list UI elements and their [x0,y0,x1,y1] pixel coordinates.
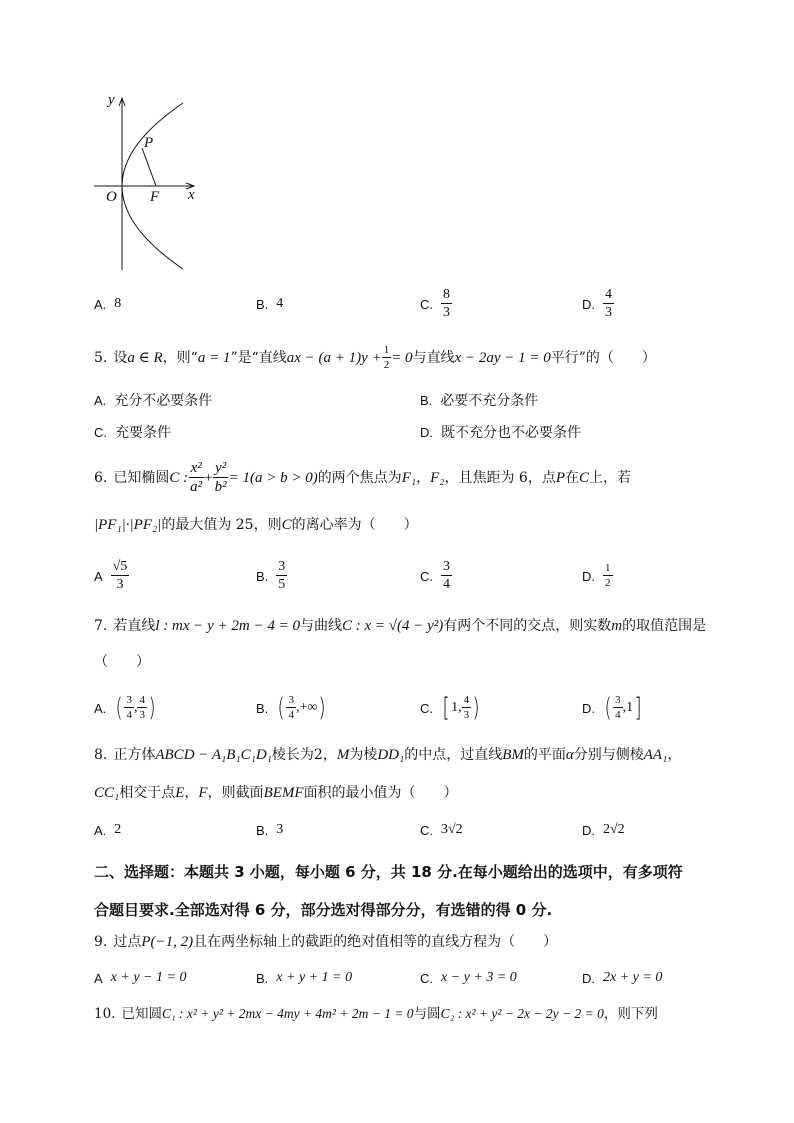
question-number: 8. [94,747,108,763]
option-label: D. [420,424,433,440]
text: 已知椭圆 [113,470,170,486]
option-fraction [603,563,613,589]
option-value: 2x + y = 0 [603,970,663,985]
text: ，则下列 [603,1006,658,1022]
option-label: D. [582,568,595,584]
question-number: 7. [94,618,108,634]
numerator: 4 [463,694,470,706]
text: 分别与侧棱 [573,747,644,763]
question-9 [94,932,714,952]
text: 的离心率为（ ） [291,517,418,533]
q9-options [94,958,724,998]
math: C₁ : x² + y² + 2mx − 4my + 4m² + 2m − 1 = 0 [161,1006,414,1021]
numerator: 4 [139,694,145,706]
option-label: A. [94,822,107,838]
text: 已知圆 [121,1006,162,1022]
option-value: 2√2 [603,822,625,837]
option-label: A. [94,392,107,408]
question-10 [94,1004,714,1024]
option-label: C. [420,822,433,838]
q9-option-a[interactable] [94,958,186,998]
text: ，且焦距为 6，点 [444,470,556,486]
interval-tail: ,+∞ [295,700,318,715]
math: |PF₁|·|PF₂| [94,517,162,533]
numerator: x² [190,460,202,476]
origin-label: O [106,189,117,205]
section-2-instructions [94,857,714,925]
math: ax − (a + 1)y + [286,350,382,366]
q7-option-c[interactable] [420,688,481,728]
math: AA₁ [643,747,668,763]
option-fraction [462,695,472,721]
comma: , [133,700,138,715]
option-label: D. [582,822,595,838]
option-value: 2 [114,822,122,837]
parabola-figure [88,88,212,274]
section-line: 合题目要求.全部选对得 6 分，部分选对得部分分，有选错的得 0 分. [94,901,553,919]
math: E [175,785,185,801]
q9-option-c[interactable] [420,958,517,998]
math: x − 2ay − 1 = 0 [454,350,551,366]
question-number: 5. [94,350,108,366]
option-text: 充分不必要条件 [114,393,213,409]
option-text: 充要条件 [115,425,171,441]
math: P [555,470,565,486]
text: ，则“ [162,350,198,366]
math: DD₁ [377,747,405,763]
q6-option-b[interactable] [256,556,287,596]
text: 若直线 [113,618,156,634]
denominator: 3 [139,709,145,721]
math: F₂ [430,470,445,486]
q4-option-a[interactable] [94,284,121,324]
math: CC₁ [94,785,120,801]
paren-close: ) [318,693,326,723]
text: 在 [565,470,579,486]
option-label: A. [94,296,107,312]
q4-option-b[interactable] [256,284,283,324]
text: 过点 [113,934,142,950]
denominator: 4 [126,709,132,721]
bracket-close: ] [634,693,642,723]
math: + [204,470,213,486]
option-fraction [603,288,614,320]
question-8 [94,745,714,765]
question-number: 9. [94,934,108,950]
q8-options [94,810,724,850]
question-number: 10. [94,1006,116,1022]
question-6-line2 [94,515,714,535]
text: 的中点，过直线 [404,747,503,763]
option-label: B. [256,822,269,838]
option-fraction [441,288,452,320]
denominator: 4 [288,709,294,721]
math: P(−1, 2) [141,934,194,950]
option-label: D. [582,296,595,312]
question-5 [94,345,714,371]
q6-option-c[interactable] [420,556,452,596]
paren-open: ( [277,693,285,723]
q5-option-a[interactable] [94,382,212,418]
q8-option-d[interactable] [582,810,625,850]
text: 的平面 [523,747,566,763]
option-fraction [276,560,287,592]
option-value: x + y + 1 = 0 [276,970,353,985]
option-fraction [124,695,134,721]
text: 上，若 [589,470,632,486]
q7-options [94,688,724,728]
fraction-half [382,345,392,371]
numerator: 8 [443,287,450,302]
text: ，则截面 [207,785,264,801]
q4-option-d[interactable] [582,284,614,324]
text: 为棱 [349,747,378,763]
interval-tail: ,1 [622,700,634,715]
text: 相交于点 [119,785,176,801]
math: M [336,747,350,763]
option-label: C. [420,568,433,584]
point-label: P [144,135,154,151]
q5-option-b[interactable] [420,382,538,418]
math: = 1(a > b > 0) [228,470,318,486]
denominator: 3 [443,305,450,320]
numerator: √5 [112,559,128,574]
option-label: B. [256,296,269,312]
denominator: 4 [443,577,450,592]
denominator: b² [214,479,227,495]
q5-option-c[interactable] [94,414,171,450]
math: F₁ [401,470,417,486]
text: ， [667,747,682,763]
question-8-line2 [94,783,714,803]
math: a = 1 [197,350,231,366]
q6-options [94,556,724,596]
numerator: 1 [383,344,390,356]
focus-label: F [150,189,160,205]
interval-head: 1, [451,700,462,715]
option-value: x − y + 3 = 0 [441,970,517,985]
option-label: B. [256,700,269,716]
option-value: 4 [276,296,284,311]
section-line: 二、选择题：本题共 3 小题，每小题 6 分，共 18 分.在每小题给出的选项中，有多项符 [94,863,683,881]
option-label: A. [94,700,107,716]
option-value: x + y − 1 = 0 [110,970,187,985]
option-label: D. [582,970,595,986]
option-label: D. [582,700,595,716]
q5-option-d[interactable] [420,414,581,450]
option-label: B. [420,392,433,408]
math: a ∈ R [127,350,163,366]
math: m [611,618,623,634]
option-fraction [286,695,296,721]
bracket-open: [ [442,693,450,723]
fraction-y [213,461,229,495]
denominator: a² [190,479,203,495]
option-fraction [441,560,452,592]
text: ， [416,470,431,486]
option-label: C. [420,970,433,986]
q7-option-b[interactable] [256,688,328,728]
option-label: B. [256,568,269,584]
option-fraction [137,695,147,721]
math: α [565,747,574,763]
answer-blank: （ ） [94,654,150,670]
y-axis-label: y [108,92,115,108]
text: 棱长为2， [271,747,337,763]
text: 且在两坐标轴上的截距的绝对值相等的直线方程为（ ） [193,934,558,950]
denominator: 2 [383,359,390,371]
option-text: 必要不充分条件 [440,393,539,409]
q7-option-d[interactable] [582,688,643,728]
question-number: 6. [94,470,108,486]
numerator: 3 [278,559,286,574]
numerator: y² [215,460,227,476]
math: C [281,517,292,533]
math: ABCD − A₁B₁C₁D₁ [155,747,272,763]
denominator: 2 [605,577,611,589]
q4-option-c[interactable] [420,284,452,324]
denominator: 3 [463,709,470,721]
q4-options [94,284,724,324]
option-fraction [613,695,623,721]
x-axis-label: x [188,187,195,203]
text: 的最大值为 25，则 [161,517,282,533]
option-label: A [94,970,103,986]
option-fraction [111,560,130,592]
q8-option-c[interactable] [420,810,463,850]
option-label: C. [420,296,433,312]
math: BM [502,747,524,763]
denominator: 3 [116,577,124,592]
parabola-diagram [88,88,212,274]
math: BEMF [263,785,304,801]
math: = 0 [391,350,413,366]
text: 正方体 [113,747,156,763]
q8-option-b[interactable] [256,810,283,850]
option-label: B. [256,970,269,986]
numerator: 1 [605,562,611,574]
fraction-x [188,461,204,495]
numerator: 4 [605,287,612,302]
denominator: 4 [615,709,621,721]
numerator: 3 [443,559,450,574]
q7-option-a[interactable] [94,688,157,728]
denominator: 3 [605,305,612,320]
question-6 [94,458,714,498]
numerator: 3 [126,694,132,706]
option-value: 8 [114,296,122,311]
paren-open: ( [115,693,123,723]
math: C : [169,470,189,486]
q9-option-b[interactable] [256,958,352,998]
math: C : x = √(4 − y²) [342,618,444,634]
option-label: C. [420,700,433,716]
text: ”是“直线 [230,350,287,366]
option-value: 3 [276,822,284,837]
option-value: 3√2 [441,822,463,837]
numerator: 3 [615,694,621,706]
q6-option-d[interactable] [582,556,613,596]
paren-close: ) [472,693,480,723]
text: 的取值范围是 [622,618,707,634]
option-label: C. [94,424,107,440]
text: 平行”的（ ） [550,350,656,366]
question-7-line2 [94,652,714,672]
text: 与曲线 [300,618,342,634]
numerator: 3 [288,694,294,706]
q5-options-row2 [94,414,724,450]
question-7 [94,616,714,636]
text: 有两个不同的交点，则实数 [443,618,612,634]
text: 设 [113,350,128,366]
q5-options-row1 [94,382,724,418]
option-label: A [94,568,103,584]
math: F [198,785,208,801]
text: 与圆 [413,1006,441,1022]
segment-pf [142,148,156,186]
q8-option-a[interactable] [94,810,121,850]
q6-option-a[interactable] [94,556,129,596]
math: l : mx − y + 2m − 4 = 0 [155,618,300,634]
denominator: 5 [278,577,286,592]
text: 面积的最小值为（ ） [303,785,458,801]
option-text: 既不充分也不必要条件 [441,425,581,441]
text: ， [184,785,199,801]
math: C₂ : x² + y² − 2x − 2y − 2 = 0 [440,1006,604,1021]
text: 的两个焦点为 [317,470,402,486]
text: 与直线 [412,350,455,366]
math: C [579,470,590,486]
q9-option-d[interactable] [582,958,662,998]
paren-close: ) [148,693,156,723]
paren-open: ( [604,693,612,723]
